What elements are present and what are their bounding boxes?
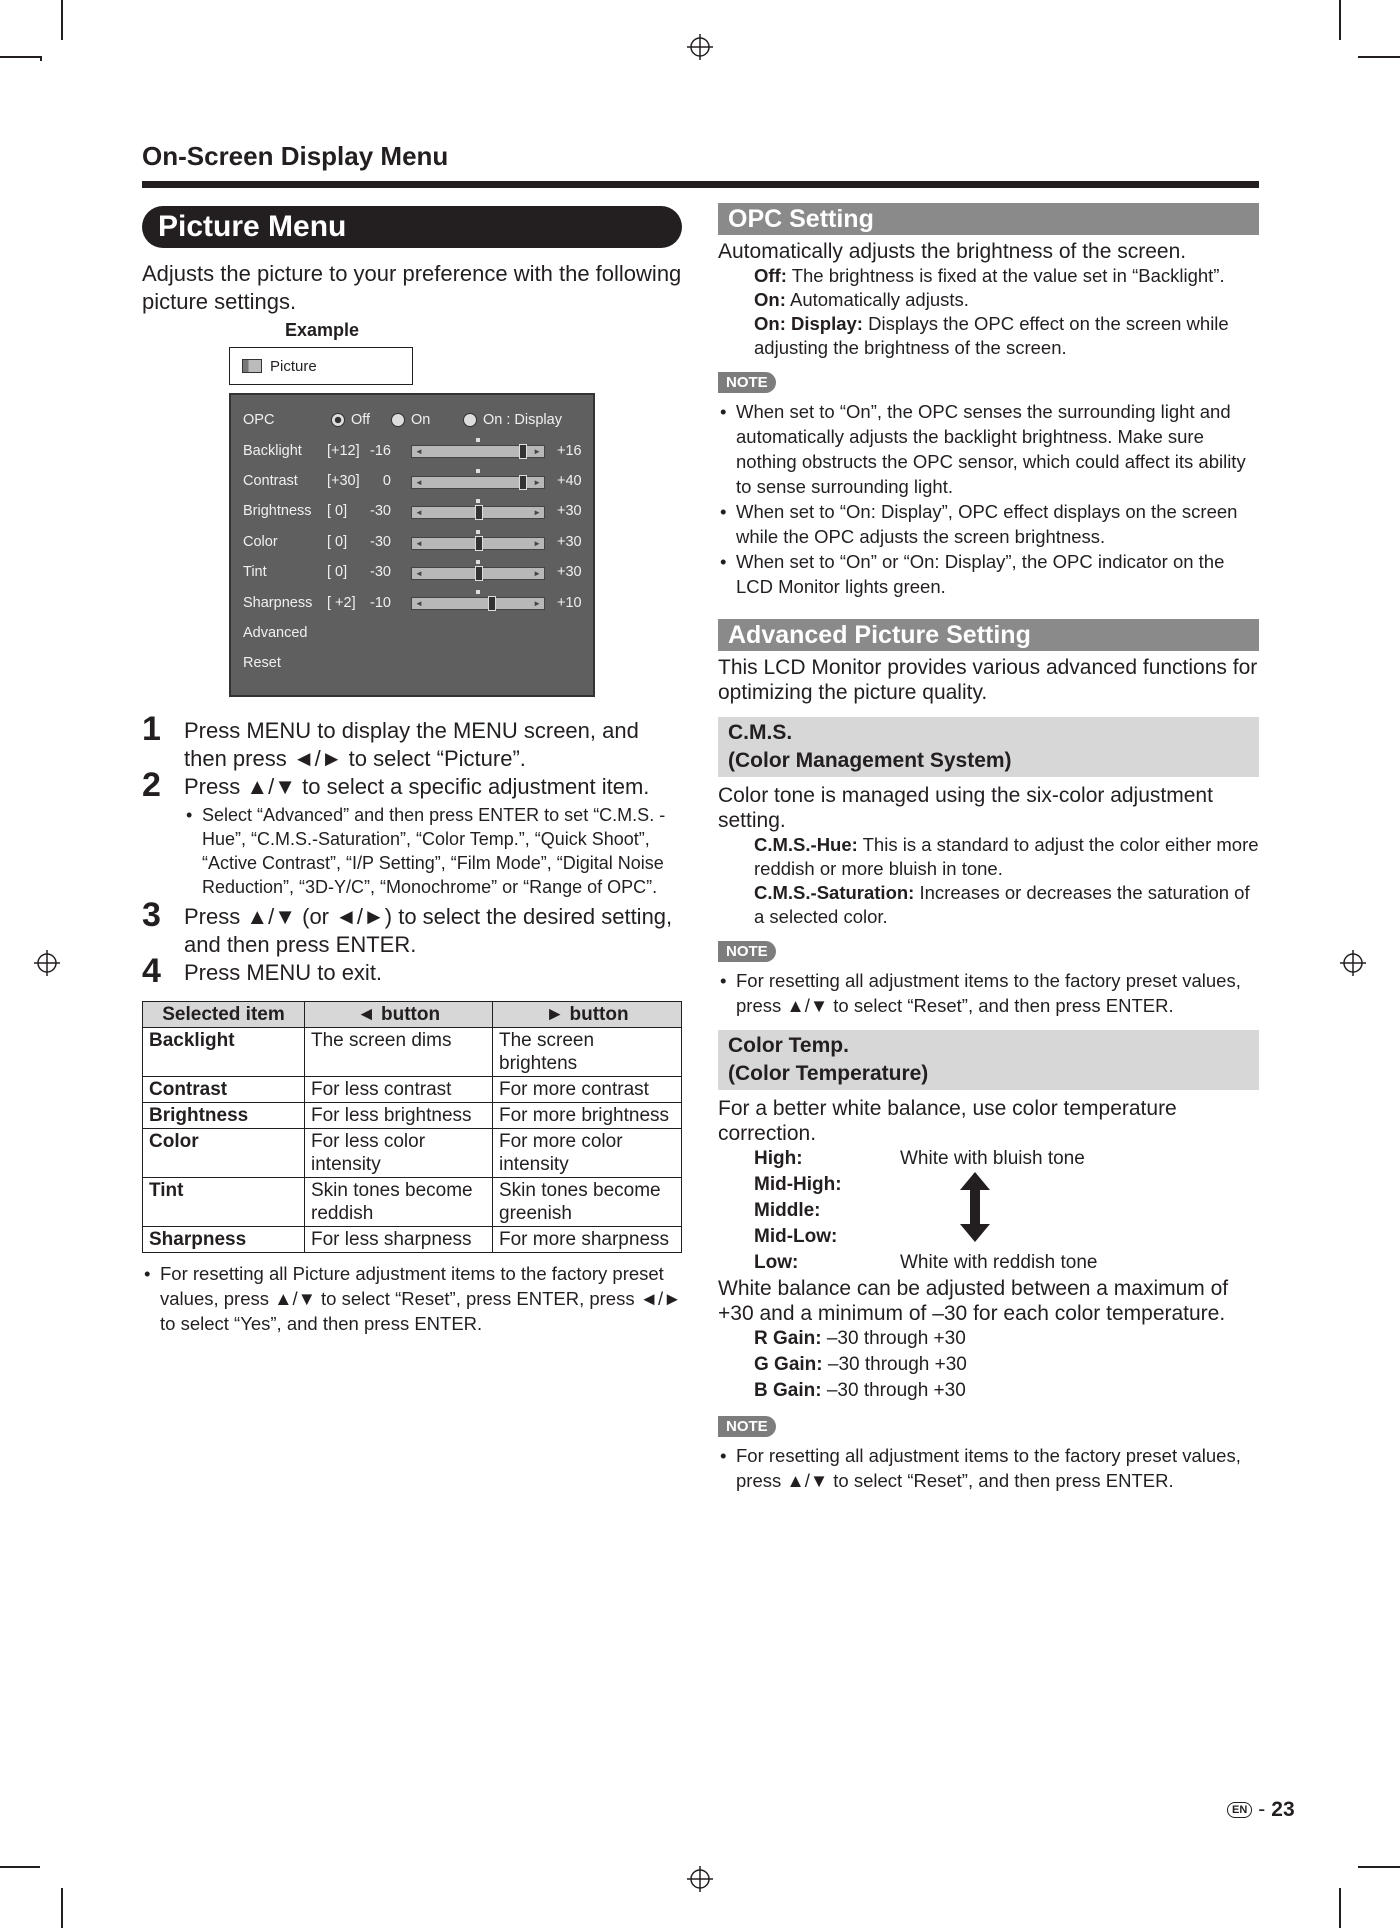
table-cell: Skin tones become reddish [305, 1178, 493, 1227]
osd-opc-label: OPC [243, 412, 275, 429]
osd-opc-on [391, 412, 430, 428]
osd-row [231, 587, 593, 617]
osd-row-max: +40 [557, 472, 582, 489]
slider-thumb [488, 596, 496, 611]
osd-row-bracket: [ +2] [327, 594, 356, 611]
osd-row-current: 0 [382, 472, 391, 489]
example-label: Example [284, 320, 360, 340]
cms-saturation-text: Increases or decreases the saturation of a selected color. [754, 882, 1250, 927]
step-number: 3 [142, 896, 161, 934]
picture-icon [242, 359, 262, 373]
right-arrow-icon: ► [533, 599, 541, 609]
osd-row-label: Tint [243, 564, 267, 581]
cms-saturation-item [718, 881, 1259, 929]
cms-saturation-key: C.M.S.-Saturation: [754, 882, 915, 903]
level-key: Mid-Low: [754, 1226, 838, 1247]
osd-tab-label: Picture [270, 357, 317, 375]
step-1 [142, 710, 682, 773]
level-key: Mid-High: [754, 1174, 842, 1195]
table-item-cell: Color [143, 1129, 305, 1178]
color-temp-title: Color Temp. [728, 1034, 849, 1057]
osd-row [231, 466, 593, 496]
level-desc: White with bluish tone [900, 1148, 1085, 1169]
crop-mark [1358, 1866, 1400, 1868]
opc-note-badge: NOTE [718, 372, 776, 393]
table-cell: For less brightness [305, 1103, 493, 1129]
osd-row-label: Brightness [243, 503, 312, 520]
step-subnote: • Select “Advanced” and then press ENTER to set “C.M.S. -Hue”, “C.M.S.-Saturation”, “Color Temp.”, “Quick Shoot”, “Active Contrast”, “I/P Setting”, “Film Mode”, “Digital Noise Reduction”, “3D-Y/C”, “Monochrome” or “Range of OPC”. [184, 803, 682, 899]
table-row [143, 1178, 682, 1227]
table-cell: For more brightness [493, 1103, 682, 1129]
osd-row-max: +16 [557, 442, 582, 459]
cms-hue-key: C.M.S.-Hue: [754, 834, 858, 855]
right-arrow-icon: ► [533, 477, 541, 487]
osd-row [231, 496, 593, 526]
osd-row-label: Contrast [243, 472, 298, 489]
cms-subtitle: (Color Management System) [728, 749, 1012, 772]
opc-off-text: The brightness is fixed at the value set in “Backlight”. [791, 265, 1225, 286]
osd-slider [411, 567, 545, 580]
table-cell: For more color intensity [493, 1129, 682, 1178]
osd-slider [411, 445, 545, 458]
level-key: High: [754, 1148, 803, 1169]
cms-hue-item [718, 833, 1259, 881]
right-arrow-icon: ► [533, 538, 541, 548]
table-cell: The screen dims [305, 1028, 493, 1077]
picture-menu-heading: Picture Menu [142, 206, 682, 248]
step-text: Press ▲/▼ (or ◄/►) to select the desired setting, and then press ENTER. [184, 904, 673, 957]
page-number: 23 [1271, 1798, 1295, 1821]
table-cell: For less contrast [305, 1077, 493, 1103]
registration-mark-icon [687, 1866, 713, 1892]
step-text: Press MENU to display the MENU screen, and then press ◄/► to select “Picture”. [184, 718, 639, 771]
table-cell: The screen brightens [493, 1028, 682, 1077]
level-key: Middle: [754, 1200, 821, 1221]
opc-note: • When set to “On” or “On: Display”, the OPC indicator on the LCD Monitor lights green. [718, 549, 1259, 599]
opc-on-key: On: [754, 289, 786, 310]
table-item-cell: Brightness [143, 1103, 305, 1129]
white-balance-text: White balance can be adjusted between a maximum of +30 and a minimum of –30 for each color temperature. [718, 1277, 1229, 1325]
registration-mark-icon [1340, 950, 1366, 976]
level-arrow [900, 1172, 1259, 1250]
page-separator: - [1258, 1798, 1266, 1821]
registration-mark-icon [34, 950, 60, 976]
table-row [143, 1129, 682, 1178]
crop-mark [40, 56, 42, 61]
osd-row-current: -30 [370, 503, 391, 520]
left-arrow-icon: ◄ [415, 568, 423, 578]
slider-center-mark [476, 560, 480, 564]
crop-mark [1339, 1888, 1341, 1928]
cms-intro: Color tone is managed using the six-color adjustment setting. [718, 784, 1213, 832]
osd-opc-off [331, 412, 370, 428]
cms-heading [718, 717, 1259, 777]
step-number: 1 [142, 710, 161, 748]
table-item-cell: Sharpness [143, 1227, 305, 1253]
section-title: On-Screen Display Menu [142, 141, 449, 171]
cms-title: C.M.S. [728, 721, 793, 744]
picture-menu-intro: Adjusts the picture to your preference with the following picture settings. [142, 261, 682, 314]
language-badge: EN [1227, 1802, 1252, 1818]
gain-key: B Gain: [754, 1380, 822, 1401]
table-header: Selected item [143, 1002, 305, 1028]
table-header: ◄ button [305, 1002, 493, 1028]
opc-note: • When set to “On”, the OPC senses the surrounding light and automatically adjusts the backlight brightness. Make sure nothing obstructs the OPC sensor, which could affect its ability to sense surrounding light. [718, 399, 1259, 499]
picture-reset-note: • For resetting all Picture adjustment items to the factory preset values, press ▲/▼ to select “Reset”, press ENTER, press ◄/► to select “Yes”, and then press ENTER. [142, 1261, 682, 1336]
step-text: Press MENU to exit. [184, 960, 383, 985]
opc-off-item [718, 264, 1259, 288]
color-temp-levels [718, 1146, 1259, 1276]
slider-center-mark [476, 499, 480, 503]
radio-icon [391, 413, 405, 427]
osd-row-opc [231, 405, 593, 435]
opc-on-item [718, 288, 1259, 312]
osd-row [231, 435, 593, 465]
opc-on-display-item [718, 312, 1259, 360]
step-number: 2 [142, 766, 161, 804]
table-row [143, 1103, 682, 1129]
slider-thumb [475, 566, 483, 581]
osd-picture-tab [229, 347, 413, 385]
osd-screen [229, 393, 595, 697]
osd-slider [411, 506, 545, 519]
osd-slider [411, 597, 545, 610]
crop-mark [0, 56, 40, 58]
table-body [143, 1028, 682, 1253]
osd-row-label: Backlight [243, 442, 302, 459]
table-row [143, 1227, 682, 1253]
table-cell: For more contrast [493, 1077, 682, 1103]
opc-on-display-text: Displays the OPC effect on the screen while adjusting the brightness of the screen. [754, 313, 1229, 358]
up-down-arrow-icon [960, 1172, 990, 1242]
crop-mark [1339, 0, 1341, 40]
osd-row-advanced [231, 618, 593, 648]
osd-row-bracket: [ 0] [327, 503, 348, 520]
osd-reset-label: Reset [243, 655, 281, 672]
picture-menu-column [142, 206, 682, 1336]
osd-opc-option: Off [351, 412, 371, 429]
osd-row-current: -16 [370, 442, 391, 459]
step-text: Press ▲/▼ to select a specific adjustment item. [184, 774, 650, 799]
color-temp-heading [718, 1030, 1259, 1090]
crop-mark [0, 1866, 40, 1868]
opc-note: • When set to “On: Display”, OPC effect displays on the screen while the OPC adjusts the screen brightness. [718, 499, 1259, 549]
opc-intro: Automatically adjusts the brightness of the screen. [718, 240, 1187, 263]
step-2 [142, 766, 682, 899]
osd-row-current: -30 [370, 564, 391, 581]
slider-center-mark [476, 469, 480, 473]
opc-off-key: Off: [754, 265, 787, 286]
osd-opc-on-display [463, 412, 562, 428]
crop-mark [1358, 56, 1400, 58]
registration-mark-icon [687, 34, 713, 60]
opc-on-text: Automatically adjusts. [789, 289, 969, 310]
osd-opc-option: On : Display [483, 412, 562, 429]
osd-row-label: Sharpness [243, 594, 313, 611]
table-cell: For more sharpness [493, 1227, 682, 1253]
table-cell: For less color intensity [305, 1129, 493, 1178]
table-cell: Skin tones become greenish [493, 1178, 682, 1227]
right-arrow-icon: ► [533, 508, 541, 518]
slider-thumb [475, 536, 483, 551]
cms-note: • For resetting all adjustment items to the factory preset values, press ▲/▼ to select “Reset”, and then press ENTER. [718, 968, 1259, 1018]
opc-setting-heading: OPC Setting [718, 203, 1259, 235]
gain-range: –30 through +30 [826, 1328, 966, 1349]
left-arrow-icon: ◄ [415, 508, 423, 518]
osd-row-label: Color [243, 533, 278, 550]
slider-center-mark [476, 530, 480, 534]
osd-advanced-label: Advanced [243, 624, 308, 641]
table-row [143, 1077, 682, 1103]
gain-item [754, 1352, 1259, 1378]
color-temp-note: • For resetting all adjustment items to the factory preset values, press ▲/▼ to select “Reset”, and then press ENTER. [718, 1443, 1259, 1493]
step-number: 4 [142, 952, 161, 990]
osd-row-current: -30 [370, 533, 391, 550]
gain-item [754, 1326, 1259, 1352]
osd-slider-rows [231, 435, 593, 617]
table-item-cell: Backlight [143, 1028, 305, 1077]
osd-slider [411, 476, 545, 489]
gain-list [718, 1326, 1259, 1404]
gain-key: R Gain: [754, 1328, 822, 1349]
cms-note-badge: NOTE [718, 941, 776, 962]
radio-icon [463, 413, 477, 427]
gain-item [754, 1378, 1259, 1404]
osd-row-max: +30 [557, 533, 582, 550]
table-item-cell: Contrast [143, 1077, 305, 1103]
slider-center-mark [476, 438, 480, 442]
opc-on-display-key: On: Display: [754, 313, 863, 334]
level-key: Low: [754, 1252, 799, 1273]
left-arrow-icon: ◄ [415, 477, 423, 487]
osd-slider [411, 537, 545, 550]
page-footer [1227, 1798, 1295, 1822]
advanced-picture-heading: Advanced Picture Setting [718, 619, 1259, 651]
osd-row-max: +30 [557, 564, 582, 581]
steps-list [142, 710, 682, 990]
left-arrow-icon: ◄ [415, 447, 423, 457]
section-rule [142, 181, 1259, 188]
slider-thumb [475, 505, 483, 520]
osd-row-max: +10 [557, 594, 582, 611]
right-arrow-icon: ► [533, 447, 541, 457]
cms-hue-text: This is a standard to adjust the color either more reddish or more bluish in tone. [754, 834, 1259, 879]
left-arrow-icon: ◄ [415, 599, 423, 609]
osd-row [231, 557, 593, 587]
osd-row-bracket: [+30] [327, 472, 360, 489]
osd-row-reset [231, 648, 593, 678]
radio-icon [331, 413, 345, 427]
table-cell: For less sharpness [305, 1227, 493, 1253]
osd-opc-option: On [411, 412, 431, 429]
adjustment-table [142, 1001, 682, 1253]
gain-range: –30 through +30 [826, 1380, 966, 1401]
table-header-row [143, 1002, 682, 1028]
gain-key: G Gain: [754, 1354, 823, 1375]
table-row [143, 1028, 682, 1077]
osd-row-bracket: [ 0] [327, 564, 348, 581]
color-temp-note-badge: NOTE [718, 1416, 776, 1437]
table-item-cell: Tint [143, 1178, 305, 1227]
crop-mark [61, 1888, 63, 1928]
slider-thumb [519, 475, 527, 490]
right-arrow-icon: ► [533, 568, 541, 578]
step-4 [142, 952, 682, 990]
osd-row-bracket: [ 0] [327, 533, 348, 550]
table-header: ► button [493, 1002, 682, 1028]
advanced-intro: This LCD Monitor provides various advanced functions for optimizing the picture quality. [718, 656, 1258, 704]
osd-row [231, 527, 593, 557]
slider-thumb [519, 444, 527, 459]
osd-row-current: -10 [370, 594, 391, 611]
crop-mark [61, 0, 63, 40]
step-3 [142, 896, 682, 959]
osd-row-bracket: [+12] [327, 442, 360, 459]
slider-center-mark [476, 590, 480, 594]
osd-row-max: +30 [557, 503, 582, 520]
color-temp-intro: For a better white balance, use color temperature correction. [718, 1097, 1177, 1145]
left-arrow-icon: ◄ [415, 538, 423, 548]
color-temp-subtitle: (Color Temperature) [728, 1062, 929, 1085]
settings-column [718, 203, 1259, 1493]
gain-range: –30 through +30 [827, 1354, 967, 1375]
level-desc: White with reddish tone [900, 1252, 1098, 1273]
